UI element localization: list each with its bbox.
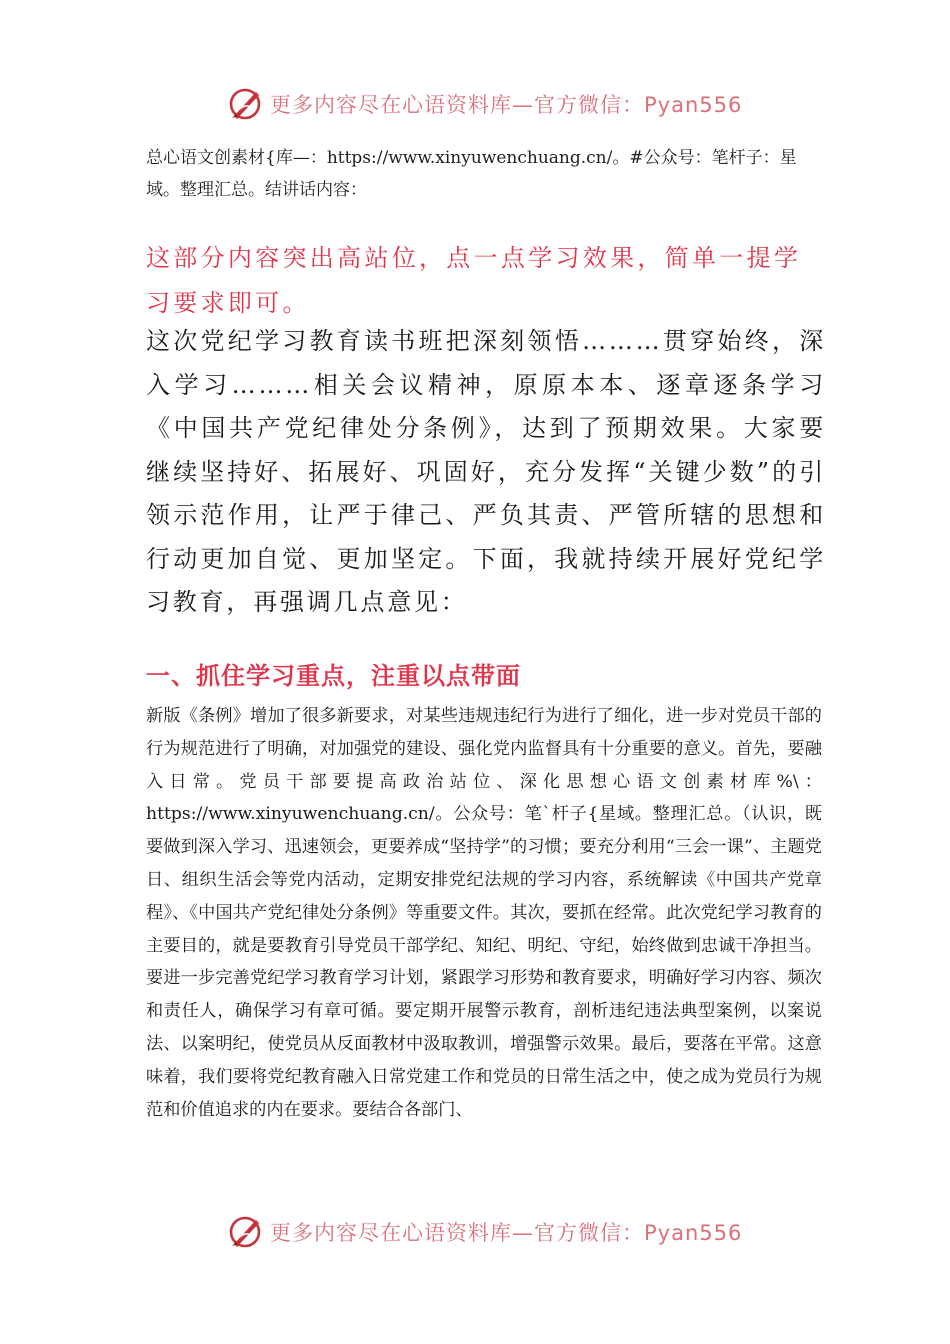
footer-banner-wechat: —官方微信：Pyan556 <box>512 1221 743 1245</box>
lead-paragraph <box>146 320 826 625</box>
header-banner-text <box>270 89 742 119</box>
header-banner <box>228 84 742 124</box>
section-heading: 一、抓住学习重点，注重以点带面 <box>146 662 521 690</box>
body-paragraph <box>146 700 822 1126</box>
footer-banner <box>228 1212 742 1252</box>
intro-paragraph <box>146 142 826 206</box>
pen-logo-icon <box>228 86 264 122</box>
lead-paragraph-text: 这次党纪学习教育读书班把深刻领悟………贯穿始终，深入学习………相关会议精神，原原本本、逐章逐条学习《中国共产党纪律处分条例》，达到了预期效果。大家要继续坚持好、拓展好、巩固好，充分发挥“关键少数”的引领示范作用，让严于律己、严负其责、严管所辖的思想和行动更加自觉、更加坚定。下面，我就持续开展好党纪学习教育，再强调几点意见： <box>146 327 826 616</box>
header-banner-wechat: —官方微信：Pyan556 <box>512 93 743 117</box>
footer-banner-brand: 更多内容尽在心语资料库 <box>270 1221 512 1245</box>
pen-logo-icon <box>228 1214 264 1250</box>
lead-note <box>146 236 826 326</box>
footer-banner-text <box>270 1217 742 1247</box>
header-banner-brand: 更多内容尽在心语资料库 <box>270 93 512 117</box>
body-paragraph-text: 新版《条例》增加了很多新要求，对某些违规违纪行为进行了细化，进一步对党员干部的行为规范进行了明确，对加强党的建设、强化党内监督具有十分重要的意义。首先，要融入日常。党员干部要提高政治站位、深化思想心语文创素材库%\：https://www.xinyuwenchuang.cn/。公众号：笔`杆子{星域。整理汇总。（认识，既要做到深入学习、迅速领会，更要养成“坚持学”的习惯；要充分利用“三会一课”、主题党日、组织生活会等党内活动，定期安排党纪法规的学习内容，系统解读《中国共产党章程》、《中国共产党纪律处分条例》等重要文件。其次，要抓在经常。此次党纪学习教育的主要目的，就是要教育引导党员干部学纪、知纪、明纪、守纪，始终做到忠诚干净担当。要进一步完善党纪学习教育学习计划，紧跟学习形势和教育要求，明确好学习内容、频次和责任人，确保学习有章可循。要定期开展警示教育，剖析违纪违法典型案例，以案说法、以案明纪，使党员从反面教材中汲取教训，增强警示效果。最后，要落在平常。这意味着，我们要将党纪教育融入日常党建工作和党员的日常生活之中，使之成为党员行为规范和价值追求的内在要求。要结合各部门、 <box>146 706 822 1120</box>
lead-note-text: 这部分内容突出高站位，点一点学习效果，简单一提学习要求即可。 <box>146 244 802 317</box>
intro-text: 总心语文创素材{库—：https://www.xinyuwenchuang.cn/。#公众号：笔杆子：星域。整理汇总。结讲话内容： <box>146 148 797 200</box>
